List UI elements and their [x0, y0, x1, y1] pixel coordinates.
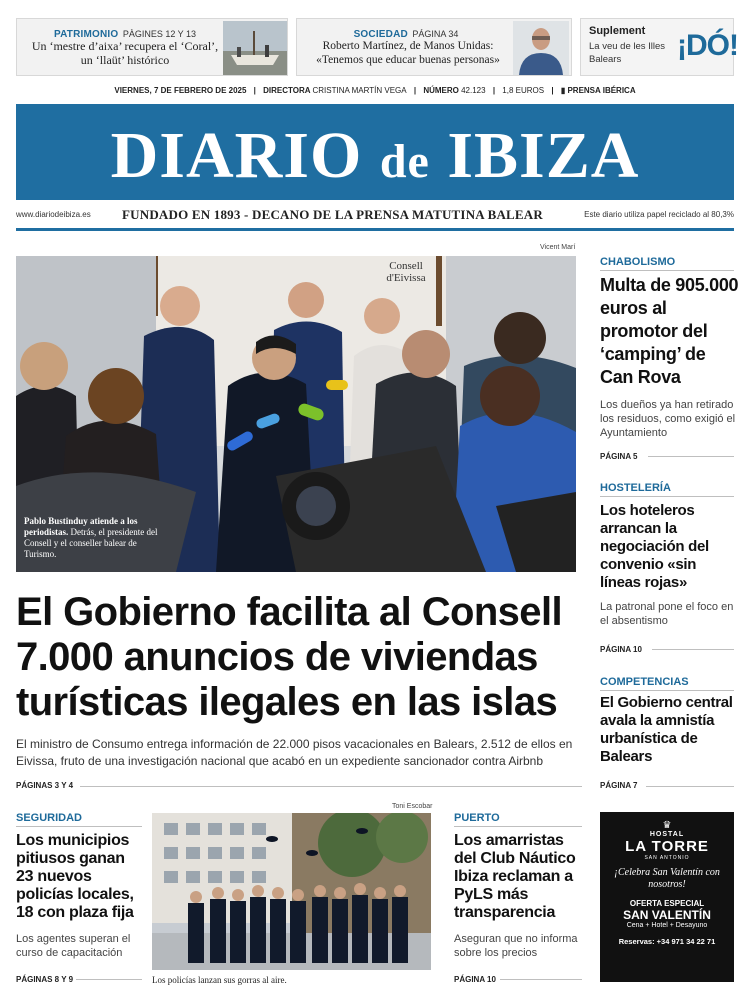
police-photo-caption: Los policías lanzan sus gorras al aire. [152, 975, 287, 985]
divider [652, 649, 734, 650]
sidebar-page-chabolismo: PÁGINA 5 [600, 452, 638, 461]
ad-script: ¡Celebra San Valentín con nosotros! [614, 867, 720, 890]
photo-caption-bold: Pablo Bustinduy atiende a los periodistas. [24, 516, 138, 537]
story-page-puerto: PÁGINA 10 [454, 975, 496, 984]
photo-sign-line1: Consell [389, 260, 423, 272]
teaser-sociedad[interactable] [296, 18, 572, 76]
story-page-seguridad: PÁGINAS 8 Y 9 [16, 975, 74, 984]
divider [80, 786, 582, 787]
divider [600, 690, 734, 691]
teaser-pages: PÀGINES 12 Y 13 [122, 29, 197, 39]
number-label: NÚMERO [423, 86, 459, 95]
sidebar-section-hosteleria: HOSTELERÍA [600, 482, 671, 494]
group-name: PRENSA IBÉRICA [567, 86, 636, 95]
police-photo[interactable] [152, 813, 431, 970]
sidebar-section-competencias: COMPETENCIAS [600, 676, 689, 688]
sidebar-page-hosteleria: PÁGINA 10 [600, 645, 642, 654]
ad-offer: OFERTA ESPECIAL [629, 899, 705, 908]
main-lead: El ministro de Consumo entrega información de 22.000 pisos vacacionales en Balears, 2.512 de ellos en Eivissa, fruto de una investigación nacional que acabó en un expediente sancionador contra Airbnb [16, 737, 573, 768]
teaser-section: SOCIEDAD [353, 29, 408, 40]
supplement-text: La veu de les Illes Balears [589, 41, 666, 65]
main-pages: PÁGINAS 3 Y 4 [16, 781, 74, 790]
divider [76, 979, 142, 980]
police-ceremony-image [152, 813, 431, 970]
supplement-logo: ¡DÓ! [677, 29, 738, 62]
hostal-ad[interactable] [600, 812, 734, 982]
paper-note: Este diario utiliza papel reciclado al 80,3% [584, 210, 734, 219]
ad-details: Cena + Hotel + Desayuno [626, 922, 708, 929]
teaser-text: Un ‘mestre d’aixa’ recupera el ‘Coral’, un ‘llaüt’ histórico [31, 39, 219, 67]
sidebar-headline-hosteleria[interactable]: Los hoteleros arrancan la negociación del convenio «sin líneas rojas» [600, 502, 709, 591]
sidebar-section-chabolismo: CHABOLISMO [600, 256, 676, 268]
portrait-thumbnail [513, 21, 569, 75]
ad-place: SAN ANTONIO [644, 855, 690, 861]
divider [454, 826, 582, 827]
boat-thumbnail [223, 21, 287, 75]
divider [646, 786, 734, 787]
section-seguridad: SEGURIDAD [16, 812, 83, 824]
photo-sign [356, 260, 456, 284]
story-headline-puerto[interactable]: Los amarristas del Club Náutico Ibiza reclaman a PyLS más transparencia [454, 832, 576, 921]
teaser-patrimonio[interactable] [16, 18, 288, 76]
photo-caption-rest: Detrás, el presidente del Consell y el conseller balear de Turismo. [24, 527, 158, 559]
group-icon: ▮ [560, 86, 566, 95]
story-text-puerto: Aseguran que no informa sobre los precios [454, 933, 578, 959]
teaser-supplement[interactable] [580, 18, 738, 76]
director-label: DIRECTORA [263, 86, 311, 95]
edition-date: VIERNES, 7 DE FEBRERO DE 2025 [114, 86, 247, 95]
price: 1,8 EUROS [502, 86, 545, 95]
masthead-rule [16, 228, 734, 231]
sidebar-text-hosteleria: La patronal pone el foco en el absentismo [600, 601, 734, 627]
edition-info: VIERNES, 7 DE FEBRERO DE 2025 | DIRECTORA CRISTINA MARTÍN VEGA | NÚMERO 42.123 | 1,8 EUROS | ▮ PRENSA IBÉRICA [114, 86, 636, 95]
masthead-subline [16, 207, 734, 223]
masthead-title [16, 118, 734, 194]
ad-name: LA TORRE [625, 838, 709, 855]
photo-sign-line2: d'Eivissa [386, 272, 426, 284]
teaser-text: Roberto Martínez, de Manos Unidas: «Tenemos que educar buenas personas» [316, 40, 500, 66]
teaser-section: PATRIMONIO [53, 29, 119, 40]
issue-number: 42.123 [461, 86, 486, 95]
divider [600, 496, 734, 497]
divider [648, 456, 734, 457]
masthead[interactable] [16, 104, 734, 200]
divider [600, 270, 734, 271]
supplement-label: Suplement [589, 25, 646, 37]
divider [16, 826, 142, 827]
ad-phone: Reservas: +34 971 34 22 71 [618, 937, 716, 946]
crown-icon: ♛ [662, 820, 672, 831]
masthead-part1: DIARIO [110, 119, 380, 192]
story-headline-seguridad[interactable]: Los municipios pitiusos ganan 23 nuevos policías locales, 18 con plaza fija [16, 832, 134, 921]
masthead-part3: IBIZA [429, 119, 640, 192]
sidebar-text-chabolismo: Los dueños ya han retirado los residuos, como exigió el Ayuntamiento [600, 399, 736, 439]
photo-credit: Vicent Marí [540, 244, 576, 251]
headline-line: El Gobierno facilita al Consell [16, 590, 562, 634]
motto: FUNDADO EN 1893 - DECANO DE LA PRENSA MATUTINA BALEAR [122, 207, 543, 222]
headline-line: 7.000 anuncios de viviendas [16, 635, 538, 679]
ad-event: SAN VALENTÍN [623, 908, 711, 922]
divider [500, 979, 582, 980]
photo-caption [24, 516, 166, 560]
main-headline[interactable] [16, 590, 582, 725]
website-link[interactable]: www.diariodeibiza.es [16, 210, 91, 219]
headline-line: turísticas ilegales en las islas [16, 680, 558, 724]
teaser-pages: PÁGINA 34 [412, 29, 459, 39]
masthead-part2: de [379, 135, 430, 188]
director-name: CRISTINA MARTÍN VEGA [312, 86, 407, 95]
ad-pre: HOSTAL [649, 831, 685, 838]
sidebar-headline-chabolismo[interactable]: Multa de 905.000 euros al promotor del ‘camping’ de Can Rova [600, 275, 739, 387]
sidebar-headline-competencias[interactable]: El Gobierno central avala la amnistía urbanística de Balears [600, 694, 733, 765]
photo-credit: Toni Escobar [392, 803, 433, 810]
sidebar-page-competencias: PÁGINA 7 [600, 781, 638, 790]
main-photo[interactable] [16, 256, 576, 572]
story-text-seguridad: Los agentes superan el curso de capacitación [16, 933, 131, 959]
section-puerto: PUERTO [454, 812, 500, 824]
